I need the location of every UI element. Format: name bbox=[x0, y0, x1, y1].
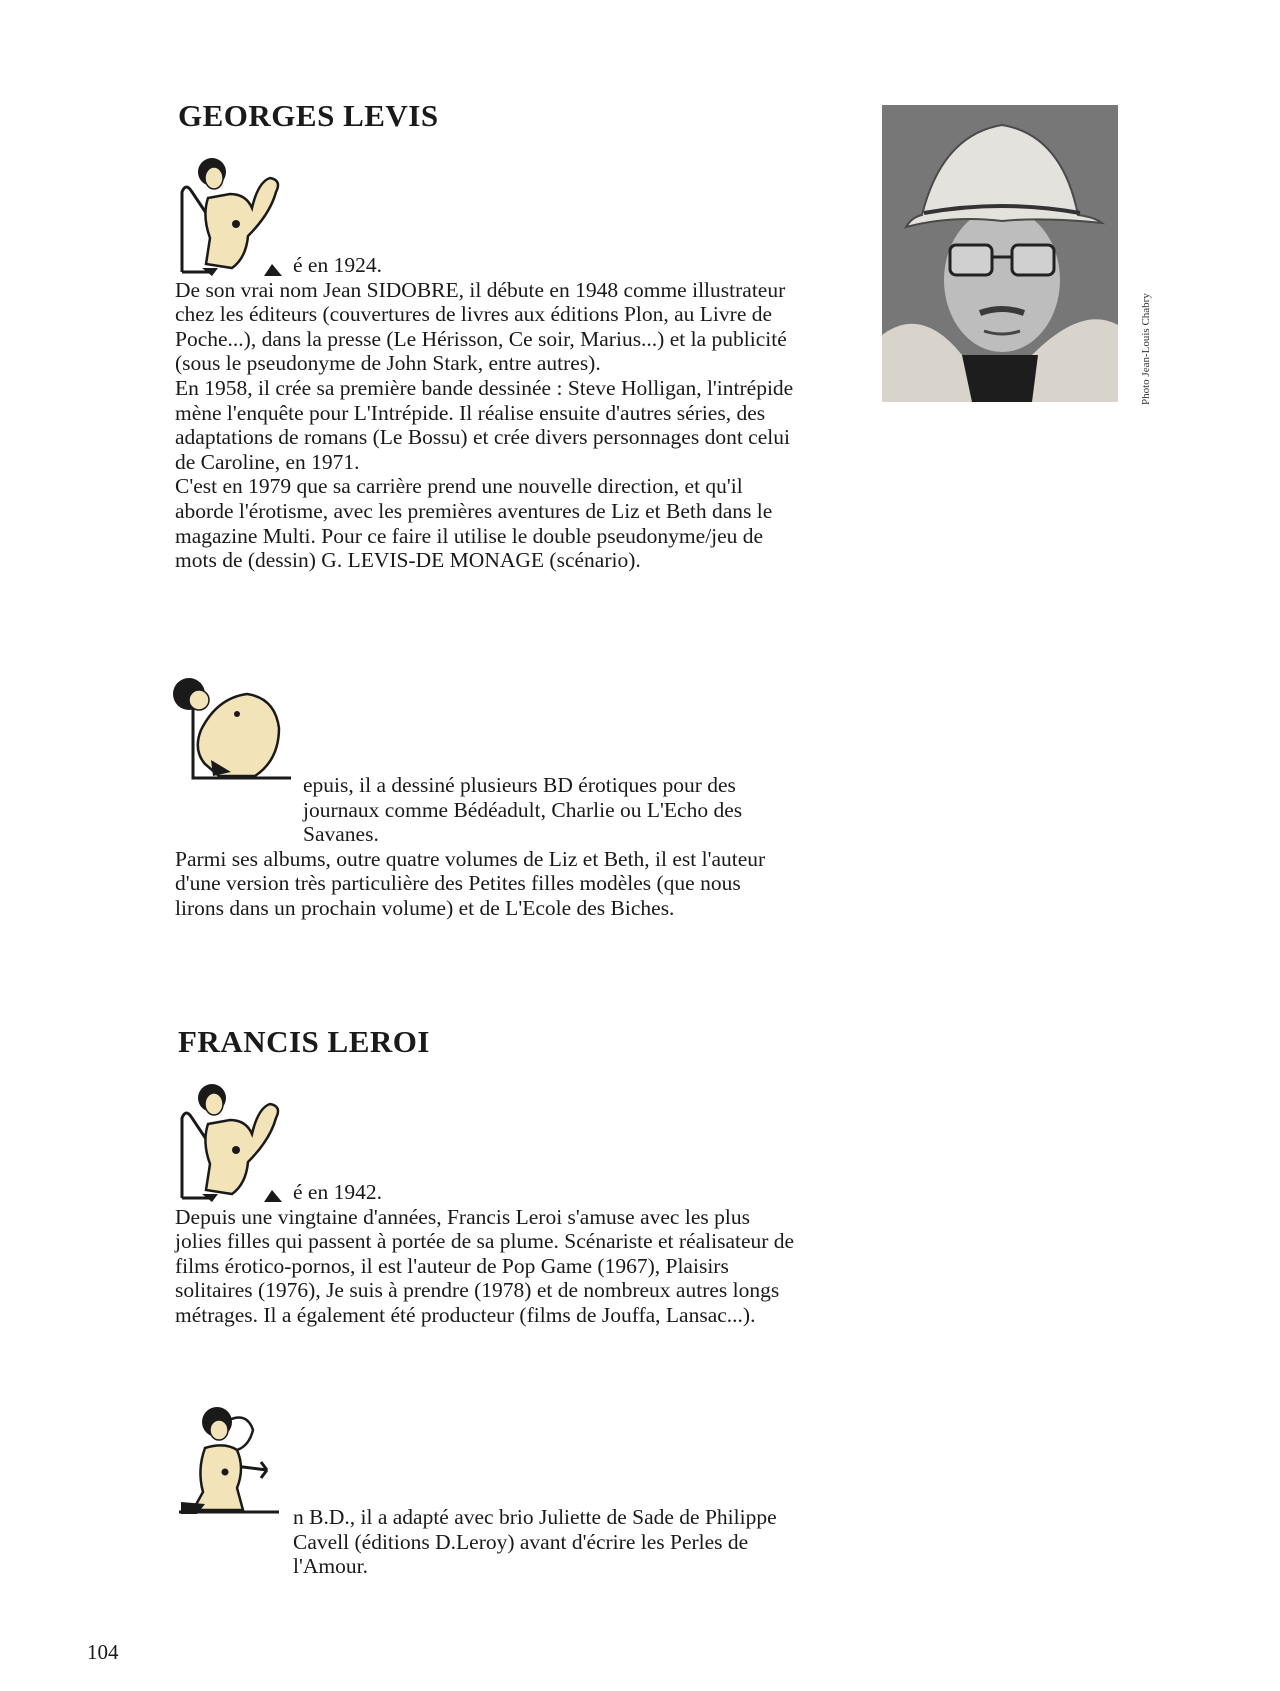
photo-credit: Photo Jean-Louis Chabry bbox=[1140, 293, 1152, 405]
heading-francis-leroi: FRANCIS LEROI bbox=[178, 1024, 430, 1059]
dropcap-d-figure-icon bbox=[165, 668, 293, 790]
text-line: De son vrai nom Jean SIDOBRE, il débute en 1948 comme illustrateur chez les éditeurs (couvertures de livres aux éditions Plon, au Livre de Poche...), dans la presse (Le Hérisson, Ce soir, Marius...) et la publicité (sous le pseudonyme de John Stark, entre autres). bbox=[175, 277, 787, 376]
text-line: n B.D., il a adapté avec brio Juliette de Sade de Philippe Cavell (éditions D.Leroy) avant d'écrire les Perles de l'Amour. bbox=[293, 1505, 777, 1579]
paragraph-levis-bio bbox=[175, 253, 795, 573]
text-line: Parmi ses albums, outre quatre volumes de Liz et Beth, il est l'auteur d'une version très particulière des Petites filles modèles (que nous lirons dans un prochain volume) et de L'Ecole des Biches. bbox=[175, 846, 766, 920]
paragraph-leroi-bd bbox=[175, 1505, 795, 1579]
text-line: é en 1924. bbox=[293, 253, 382, 277]
text-line: epuis, il a dessiné plusieurs BD érotiques pour des journaux comme Bédéadult, Charlie ou L'Echo des Savanes. bbox=[303, 773, 743, 847]
text-line: é en 1942. bbox=[293, 1180, 382, 1204]
portrait-photo-icon bbox=[882, 105, 1118, 402]
heading-georges-levis: GEORGES LEVIS bbox=[178, 98, 439, 133]
dropcap-e-figure-icon bbox=[175, 1400, 285, 1522]
text-line: En 1958, il crée sa première bande dessinée : Steve Holligan, l'intrépide mène l'enquête pour L'Intrépide. Il réalise ensuite d'autres séries, des adaptations de romans (Le Bossu) et crée divers personnages dont celui de Caroline, en 1971. bbox=[175, 375, 794, 474]
paragraph-leroi-bio bbox=[175, 1180, 795, 1328]
text-line: Depuis une vingtaine d'années, Francis Leroi s'amuse avec les plus jolies filles qui passent à portée de sa plume. Scénariste et réalisateur de films érotico-pornos, il est l'auteur de Pop Game (1967), Plaisirs solitaires (1976), Je suis à prendre (1978) et de nombreux autres longs métrages. Il a également été producteur (films de Jouffa, Lansac...). bbox=[175, 1204, 795, 1327]
page-number: 104 bbox=[87, 1640, 119, 1664]
paragraph-levis-works bbox=[175, 773, 795, 921]
text-line: C'est en 1979 que sa carrière prend une nouvelle direction, et qu'il aborde l'érotisme, avec les premières aventures de Liz et Beth dans le magazine Multi. Pour ce faire il utilise le double pseudonyme/jeu de mots de (dessin) G. LEVIS-DE MONAGE (scénario). bbox=[175, 474, 773, 573]
